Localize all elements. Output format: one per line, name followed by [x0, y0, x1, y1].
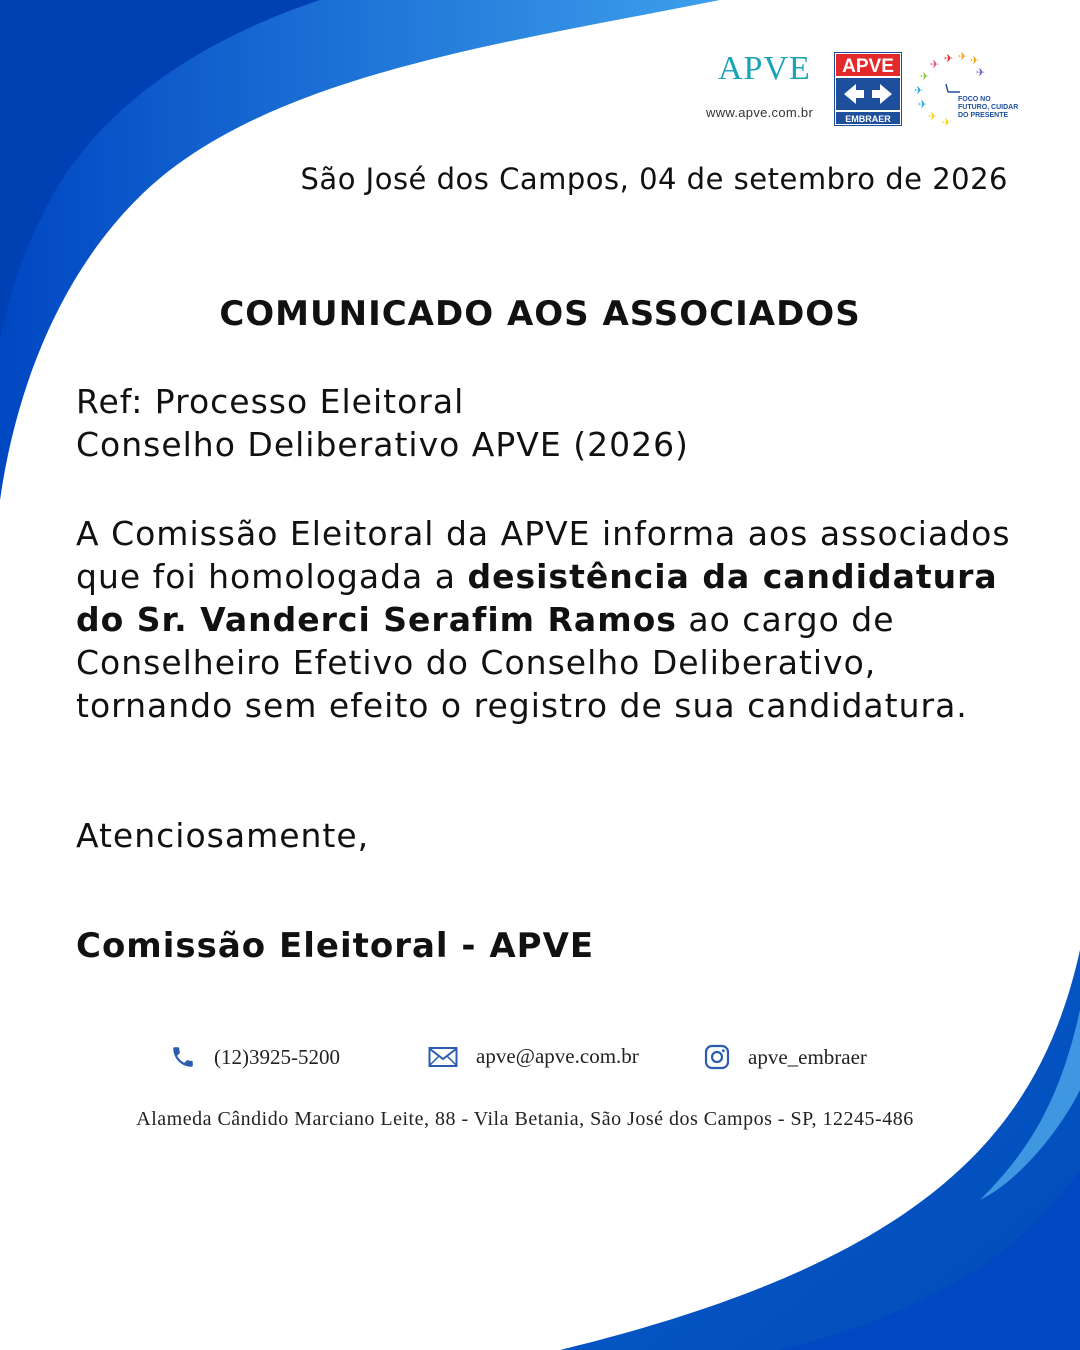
- reference-block: [76, 380, 1016, 466]
- body-paragraph: [76, 512, 1016, 727]
- body-text-bold: desistência da candidatura do Sr. Vanderci Serafim Ramos: [76, 557, 998, 639]
- footer-address: Alameda Cândido Marciano Leite, 88 - Vila Betania, São José dos Campos - SP, 12245-486: [136, 1108, 914, 1130]
- body-text-part-2: ao cargo de Conselheiro Efetivo do Conselho Deliberativo, tornando sem efeito o registro de sua candidatura.: [76, 600, 968, 725]
- contact-instagram[interactable]: [704, 1044, 867, 1070]
- apve-wordmark: APVE: [718, 50, 811, 87]
- badge-bottom-text: EMBRAER: [845, 114, 891, 124]
- date-line: São José dos Campos, 04 de setembro de 2026: [300, 162, 1008, 196]
- svg-text:✈: ✈: [918, 98, 928, 111]
- contact-phone[interactable]: [170, 1044, 340, 1070]
- closing-text: Atenciosamente,: [76, 816, 370, 855]
- instagram-icon: [704, 1044, 730, 1070]
- svg-text:✈: ✈: [976, 66, 986, 79]
- contact-bar: [0, 1040, 1080, 1080]
- page-title: COMUNICADO AOS ASSOCIADOS: [219, 294, 861, 334]
- phone-icon: [170, 1044, 196, 1070]
- svg-text:✈: ✈: [944, 52, 954, 65]
- svg-text:✈: ✈: [914, 84, 924, 97]
- email-address: apve@apve.com.br: [476, 1044, 639, 1068]
- svg-text:✈: ✈: [942, 116, 952, 129]
- badge-top-text: APVE: [842, 56, 894, 77]
- phone-number: (12)3925-5200: [214, 1044, 340, 1069]
- slogan-text: FOCO NO FUTURO, CUIDAR DO PRESENTE: [958, 96, 1019, 119]
- signature: Comissão Eleitoral - APVE: [76, 926, 595, 966]
- header-logos: [700, 48, 1030, 133]
- svg-text:✈: ✈: [928, 110, 938, 123]
- svg-text:✈: ✈: [970, 54, 980, 67]
- svg-text:✈: ✈: [920, 70, 930, 83]
- body-text-part-1: A Comissão Eleitoral da APVE informa aos associados que foi homologada a: [76, 514, 1011, 596]
- svg-text:✈: ✈: [958, 50, 968, 63]
- contact-email[interactable]: [428, 1044, 639, 1069]
- apve-url[interactable]: www.apve.com.br: [706, 105, 814, 120]
- ref-line-2: Conselho Deliberativo APVE (2026): [76, 425, 689, 464]
- apve-embraer-badge-icon: [834, 52, 902, 126]
- ref-line-1: Ref: Processo Eleitoral: [76, 382, 465, 421]
- svg-text:✈: ✈: [930, 58, 940, 71]
- instagram-handle: apve_embraer: [748, 1044, 867, 1069]
- mail-icon: [428, 1045, 458, 1069]
